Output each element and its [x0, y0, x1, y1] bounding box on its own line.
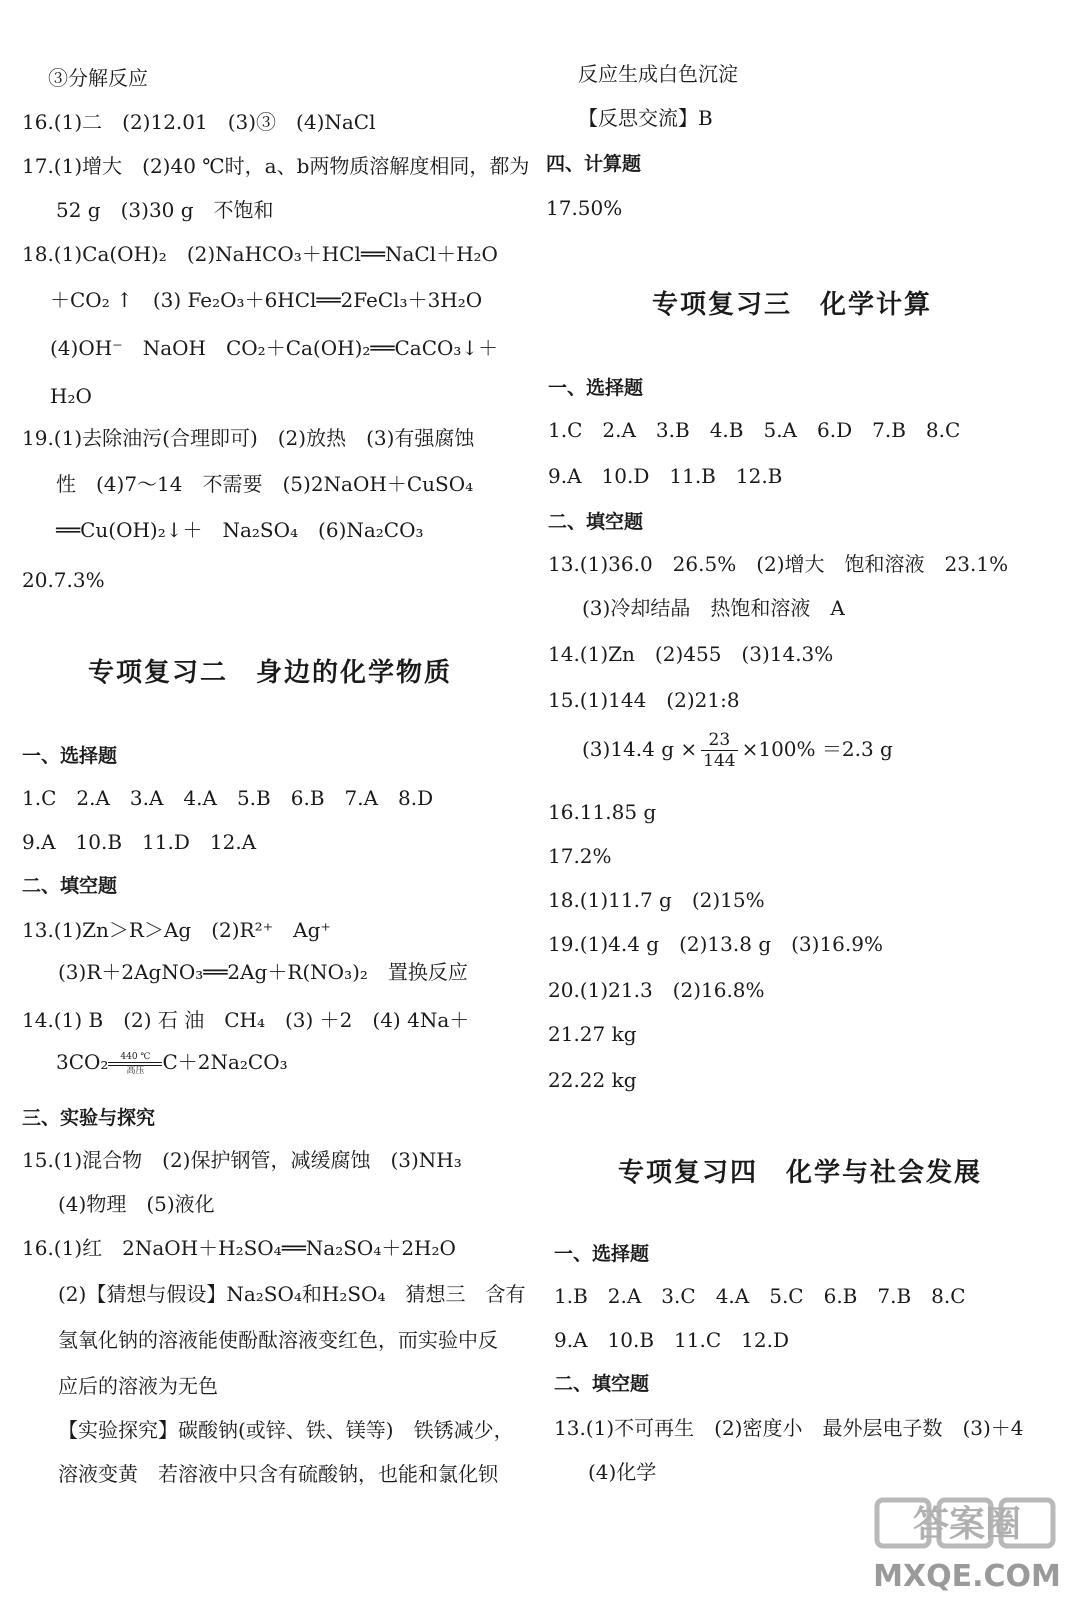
answer-line: 18.(1)11.7 g (2)15%: [548, 888, 765, 912]
answer-line: 1.C 2.A 3.A 4.A 5.B 6.B 7.A 8.D: [22, 786, 434, 810]
section-heading: 一、选择题: [548, 377, 644, 399]
reaction-condition-sign: [108, 1052, 162, 1076]
answer-line: 17.2%: [548, 844, 612, 868]
answer-line: (3)R＋2AgNO₃══2Ag＋R(NO₃)₂ 置换反应: [58, 960, 468, 984]
answer-line: (3)冷却结晶 热饱和溶液 A: [582, 596, 845, 620]
answer-line: 16.(1)红 2NaOH＋H₂SO₄══Na₂SO₄＋2H₂O: [22, 1236, 456, 1260]
answer-line: 13.(1)不可再生 (2)密度小 最外层电子数 (3)＋4: [554, 1416, 1024, 1440]
watermark-logo-text: 答案圈: [912, 1504, 1022, 1545]
fraction-prefix: (3)14.4 g ×: [582, 737, 698, 761]
answer-line: 19.(1)去除油污(合理即可) (2)放热 (3)有强腐蚀: [22, 426, 475, 450]
answer-line: 17.(1)增大 (2)40 ℃时，a、b两物质溶解度相同，都为: [22, 154, 530, 178]
answer-line: 20.7.3%: [22, 568, 105, 592]
answer-line: 氢氧化钠的溶液能使酚酞溶液变红色，而实验中反: [58, 1328, 498, 1352]
answer-line: 16.(1)二 (2)12.01 (3)③ (4)NaCl: [22, 110, 376, 134]
answer-line: (4)物理 (5)液化: [58, 1192, 215, 1216]
answer-line: 溶液变黄 若溶液中只含有硫酸钠，也能和氯化钡: [58, 1462, 498, 1486]
answer-line: 22.22 kg: [548, 1068, 637, 1092]
reaction-condition-bottom: 高压: [126, 1065, 145, 1076]
answer-line-reaction: [56, 1050, 288, 1076]
answer-line: 14.(1) B (2) 石 油 CH₄ (3) ＋2 (4) 4Na＋: [22, 1008, 470, 1032]
reactant: 3CO₂: [56, 1050, 109, 1074]
answer-line: 13.(1)36.0 26.5% (2)增大 饱和溶液 23.1%: [548, 552, 1009, 576]
answer-line: 9.A 10.B 11.C 12.D: [554, 1328, 789, 1352]
answer-line: 15.(1)混合物 (2)保护钢管，减缓腐蚀 (3)NH₃: [22, 1148, 462, 1172]
answer-line: (2)【猜想与假设】Na₂SO₄和H₂SO₄ 猜想三 含有: [58, 1282, 526, 1306]
answer-line: 14.(1)Zn (2)455 (3)14.3%: [548, 642, 834, 666]
answer-line: 9.A 10.B 11.D 12.A: [22, 830, 257, 854]
answer-line: 13.(1)Zn＞R＞Ag (2)R²⁺ Ag⁺: [22, 918, 331, 942]
watermark-logo-icon: [867, 1494, 1067, 1594]
section-title: 专项复习四 化学与社会发展: [618, 1158, 983, 1188]
answer-line: (4)化学: [588, 1460, 657, 1484]
answer-line: ══Cu(OH)₂↓＋ Na₂SO₄ (6)Na₂CO₃: [56, 518, 424, 542]
fraction-numerator: 23: [701, 730, 737, 751]
section-heading: 三、实验与探究: [22, 1107, 156, 1129]
reaction-condition-top: 440 ℃: [120, 1051, 151, 1062]
product: C＋2Na₂CO₃: [162, 1050, 288, 1074]
answer-line: 性 (4)7～14 不需要 (5)2NaOH＋CuSO₄: [56, 472, 474, 496]
answer-line: 20.(1)21.3 (2)16.8%: [548, 978, 765, 1002]
section-heading: 二、填空题: [22, 875, 118, 897]
answer-line: (4)OH⁻ NaOH CO₂＋Ca(OH)₂══CaCO₃↓＋: [50, 336, 499, 360]
answer-line: 9.A 10.D 11.B 12.B: [548, 464, 783, 488]
answer-line: 【实验探究】碳酸钠(或锌、铁、镁等) 铁锈减少，: [58, 1418, 514, 1442]
answer-line: 反应生成白色沉淀: [578, 62, 738, 86]
section-heading: 二、填空题: [548, 511, 644, 533]
answer-line: ＋CO₂ ↑ (3) Fe₂O₃＋6HCl══2FeCl₃＋3H₂O: [50, 288, 483, 312]
answer-line: H₂O: [50, 384, 92, 408]
fraction-suffix: ×100% ＝2.3 g: [741, 737, 893, 761]
answer-line: 52 g (3)30 g 不饱和: [56, 198, 274, 222]
answer-line: 1.B 2.A 3.C 4.A 5.C 6.B 7.B 8.C: [554, 1284, 966, 1308]
answer-line: 18.(1)Ca(OH)₂ (2)NaHCO₃＋HCl══NaCl＋H₂O: [22, 242, 498, 266]
answer-line: 【反思交流】B: [578, 106, 713, 130]
watermark: [867, 1494, 1067, 1594]
section-title: 专项复习三 化学计算: [652, 290, 933, 320]
answer-line: 应后的溶液为无色: [58, 1374, 218, 1398]
fraction: [701, 730, 737, 771]
section-title: 专项复习二 身边的化学物质: [88, 658, 453, 688]
section-heading: 二、填空题: [554, 1373, 650, 1395]
answer-line: 19.(1)4.4 g (2)13.8 g (3)16.9%: [548, 932, 883, 956]
answer-line-fraction: [582, 730, 893, 771]
section-heading: 一、选择题: [554, 1243, 650, 1265]
section-heading: 四、计算题: [546, 153, 642, 175]
fraction-denominator: 144: [703, 751, 736, 771]
section-heading: 一、选择题: [22, 745, 118, 767]
answer-line: 16.11.85 g: [548, 800, 657, 824]
watermark-site-text: MXQE.COM: [873, 1559, 1061, 1594]
answer-line: 17.50%: [546, 196, 623, 220]
answer-line: 21.27 kg: [548, 1022, 637, 1046]
answer-line: ③分解反应: [48, 66, 148, 90]
answer-line: 15.(1)144 (2)21:8: [548, 688, 740, 712]
answer-line: 1.C 2.A 3.B 4.B 5.A 6.D 7.B 8.C: [548, 418, 961, 442]
